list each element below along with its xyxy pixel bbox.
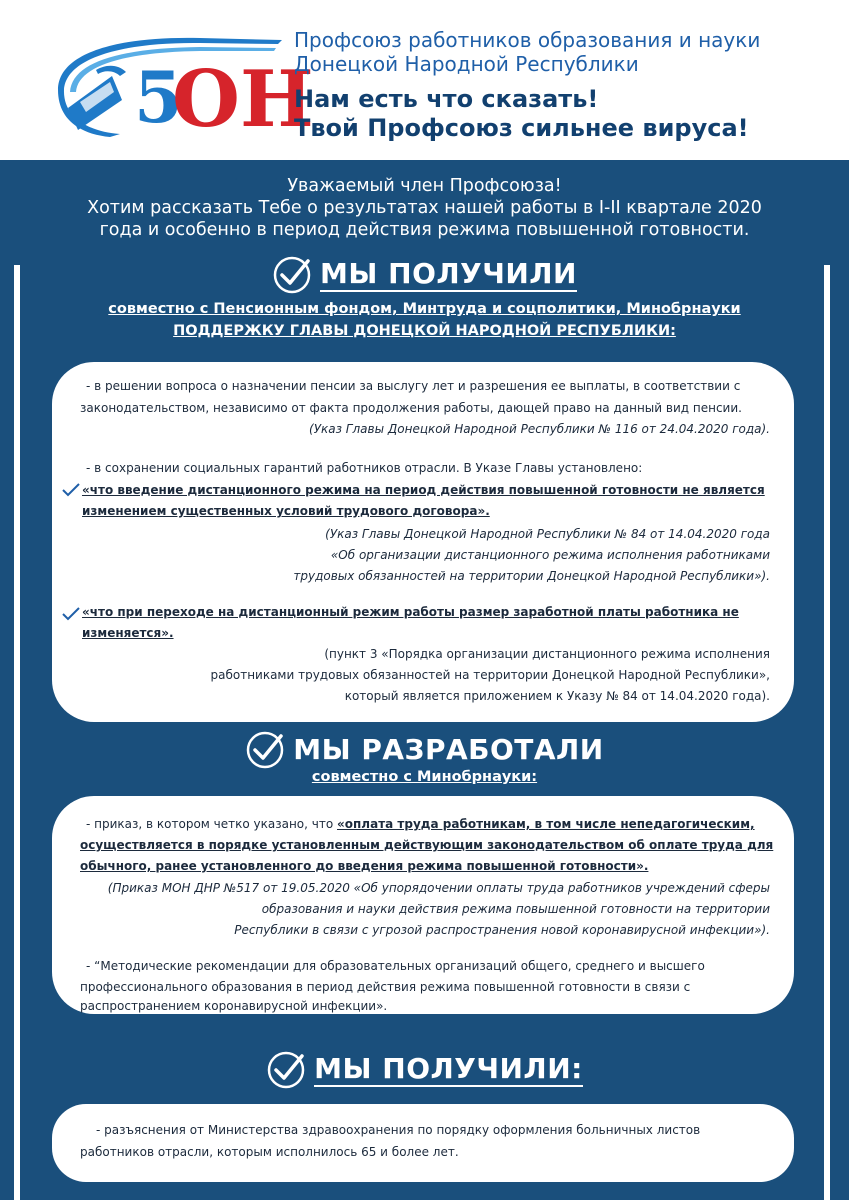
organization-name: Профсоюз работников образования и науки Донецкой Народной Республики — [294, 28, 761, 76]
paragraph-line: работников отрасли, которым исполнилось 65 и более лет. — [80, 1145, 459, 1159]
check-circle-icon — [245, 730, 285, 770]
reference-text: образования и науки действия режима повышенной готовности на территории — [261, 902, 770, 916]
section2-subtitle: совместно с Минобрнауки: — [311, 769, 538, 785]
paragraph-line: - в решении вопроса о назначении пенсии за выслугу лет и разрешения ее выплаты, в соответствии с — [86, 379, 741, 393]
paragraph-line: распространением коронавирусной инфекции». — [80, 999, 388, 1013]
reference-text: трудовых обязанностей на территории Донецкой Народной Республики»). — [293, 569, 770, 583]
reference-text: (пункт 3 «Порядка организации дистанционного режима исполнения — [324, 647, 770, 661]
svg-text:ОН: ОН — [172, 54, 314, 145]
section3-title: МЫ ПОЛУЧИЛИ: — [0, 1050, 849, 1090]
quote-text: «что введение дистанционного режима на период действия повышенной готовности не является — [82, 483, 765, 497]
section2-card — [52, 796, 794, 1014]
section2-title: МЫ РАЗРАБОТАЛИ — [0, 730, 849, 770]
quote-text: осуществляется в порядке установленным действующим законодательством об оплате труда для — [80, 838, 774, 852]
reference-text: работниками трудовых обязанностей на территории Донецкой Народной Республики», — [210, 668, 770, 682]
section1-title: МЫ ПОЛУЧИЛИ — [0, 255, 849, 295]
section1-card — [52, 362, 794, 722]
slogan: Нам есть что сказать! Твой Профсоюз сильнее вируса! — [294, 85, 749, 142]
paragraph-line: - “Методические рекомендации для образовательных организаций общего, среднего и высшего — [86, 959, 705, 973]
page-header — [0, 0, 849, 160]
section1-subtitle: совместно с Пенсионным фондом, Минтруда и соцполитики, Минобрнауки ПОДДЕРЖКУ ГЛАВЫ ДОНЕЦКОЙ НАРОДНОЙ РЕСПУБЛИКИ: — [108, 301, 741, 339]
paragraph-line: профессионального образования в период действия режима повышенной готовности в связи с — [80, 980, 691, 994]
paragraph-line: - приказ, в котором четко указано, что «оплата труда работникам, в том числе непедагогическим, — [86, 817, 755, 831]
quote-text: «что при переходе на дистанционный режим работы размер заработной платы работника не — [82, 605, 739, 619]
reference-text: (Указ Главы Донецкой Народной Республики № 84 от 14.04.2020 года — [325, 527, 770, 541]
checkmark-icon — [62, 483, 80, 497]
reference-text: (Приказ МОН ДНР №517 от 19.05.2020 «Об упорядочении оплаты труда работников учреждений сферы — [107, 881, 770, 895]
reference-text: (Указ Главы Донецкой Народной Республики № 116 от 24.04.2020 года). — [309, 422, 770, 436]
quote-text: изменением существенных условий трудового договора». — [82, 504, 490, 518]
reference-text: «Об организации дистанционного режима исполнения работниками — [330, 548, 770, 562]
reference-text: Республики в связи с угрозой распространения новой коронавирусной инфекции»). — [234, 923, 770, 937]
quote-text: обычного, ранее установленного до введения режима повышенной готовности». — [80, 859, 649, 873]
check-circle-icon — [266, 1050, 306, 1090]
check-circle-icon — [272, 255, 312, 295]
reference-text: который является приложением к Указу № 84 от 14.04.2020 года). — [344, 689, 770, 703]
intro-text: Уважаемый член Профсоюза! Хотим рассказать Тебе о результатах нашей работы в I-II квартале 2020 года и особенно в период действия режима повышенной готовности. — [87, 176, 762, 240]
section3-card — [52, 1104, 794, 1182]
svg-text:5: 5 — [134, 56, 183, 139]
checkmark-icon — [62, 607, 80, 621]
union-logo — [50, 30, 314, 145]
quote-text: изменяется». — [82, 626, 174, 640]
paragraph-line: - в сохранении социальных гарантий работников отрасли. В Указе Главы установлено: — [86, 461, 643, 475]
paragraph-line: законодательством, независимо от факта продолжения работы, дающей право на данный вид пенсии. — [80, 401, 742, 415]
paragraph-line: - разъяснения от Министерства здравоохранения по порядку оформления больничных листов — [96, 1123, 701, 1137]
